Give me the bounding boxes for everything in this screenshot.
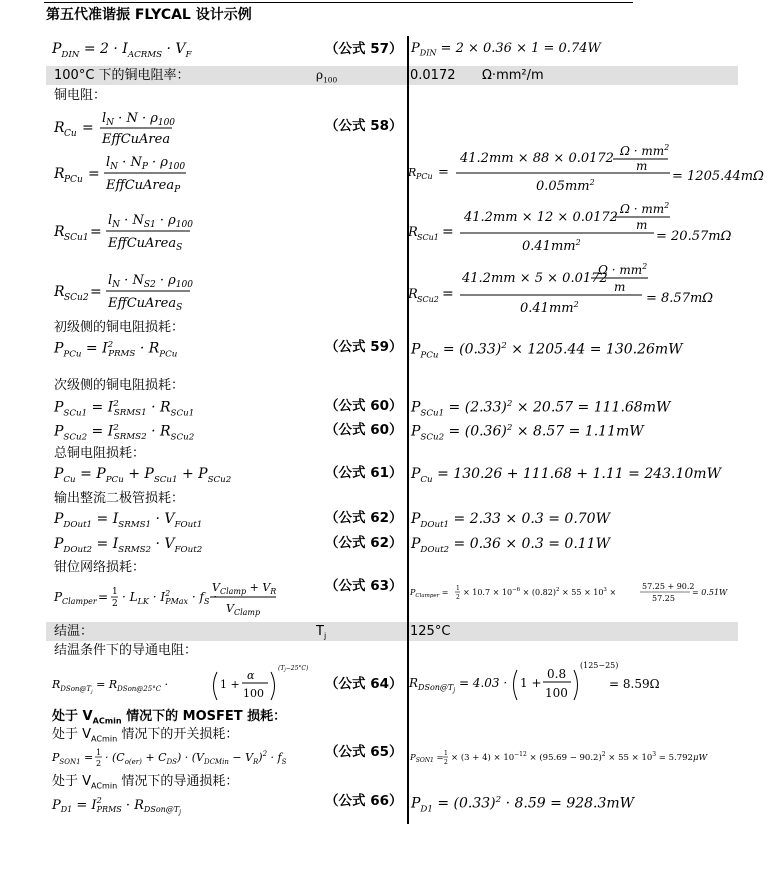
svg-text:=: = [98, 590, 109, 604]
svg-text:m: m [636, 218, 648, 232]
result-rscu1 [408, 200, 738, 259]
svg-text:SCu1: SCu1 [417, 233, 439, 242]
rho-label: 100°C 下的铜电阻率： [54, 68, 190, 83]
total-loss-label: 总铜电阻损耗： [54, 446, 146, 461]
result-pscu2: $P_{SCu2} = (0.36)^2 \times 8.57 = 1.11mW$ [411, 423, 644, 443]
formula-pdout1: $P_{DOut1} = I_{SRMS1} \cdot V_{FOut1}$ [54, 511, 203, 530]
svg-text:R: R [408, 166, 417, 179]
svg-text:PCu: PCu [416, 172, 433, 181]
svg-text:57.25: 57.25 [652, 594, 675, 603]
svg-text:PClamper =: $P_{Clamper}$ = [410, 588, 449, 599]
svg-text:=: = [82, 120, 94, 136]
svg-text:EffCuAreaS: EffCuArea$_S$ [108, 236, 183, 253]
conduction-loss-label: 处于 $V_{ACmin}$ 情况下的导通损耗： [52, 774, 239, 791]
svg-text:VClamp: $V_{Clamp}$ [226, 602, 261, 617]
svg-text:R: R [54, 120, 65, 136]
svg-text:1: 1 [444, 750, 448, 757]
svg-text:=: = [88, 166, 100, 182]
result-pdout1: $P_{DOut1} = 2.33 \times 0.3 = 0.70W$ [411, 511, 610, 530]
svg-text:α: α [247, 669, 255, 682]
svg-text:lN · NS1 · ρ100: $l_N \cdot N_{S1} \cdot \rho_{100}$ [108, 213, 193, 230]
svg-text:Cu: Cu [64, 129, 77, 139]
svg-text:lN · NS2 · ρ100: $l_N \cdot N_{S2} \cdot \rho_{100}$ [108, 273, 193, 290]
svg-text:PD1 = I2PRMS · RDSon@Tj: $P_{D1} = I^2$ PRMS · $R_{DSon@T}j$ [52, 796, 181, 816]
svg-text:100: 100 [545, 686, 568, 700]
result-pcu: $P_{Cu} = 130.26 + 111.68 + 1.11 = 243.10mW$ [411, 466, 721, 485]
svg-text:= 8.57mΩ: = 8.57mΩ [646, 291, 714, 306]
tj-label: 结温： [54, 624, 94, 639]
tag-62a: （公式 62） [325, 510, 403, 526]
tag-57: （公式 57） [325, 41, 403, 57]
svg-text:41.2mm × 12 × 0.0172: 41.2mm × 12 × 0.0172 [464, 210, 618, 225]
svg-text:VClamp + VR: $V_{Clamp} + V_R$ [212, 581, 277, 596]
svg-text:= 1205.44mΩ: = 1205.44mΩ [672, 169, 764, 184]
svg-text:SCu2: SCu2 [64, 293, 89, 303]
page-title: 第五代准谐振 FLYCAL 设计示例 [46, 7, 252, 23]
svg-text:EffCuAreaP: EffCuArea$_P$ [106, 178, 181, 195]
formula-pclamper [54, 574, 304, 625]
result-pscu1: $P_{SCu1} = (2.33)^2 \times 20.57 = 111.68mW$ [411, 399, 671, 419]
svg-text:0.05mm2: $0.05mm^2$ [536, 178, 595, 194]
switching-loss-label: 处于 $V_{ACmin}$ 情况下的开关损耗： [52, 727, 239, 744]
svg-text:SCu1: SCu1 [64, 233, 89, 243]
formula-pscu2: $P_{SCu2} = I^2_{SRMS2} \cdot R_{SCu2}$ [54, 423, 195, 443]
svg-text:100: 100 [243, 687, 264, 700]
svg-text:· (Co(er) + CDS) · (VDCMin − V: · $(C_{o(er)} + C_{DS}) \cdot (V_{DCMin} - V_R)^2 \cdot f_S$ [105, 750, 287, 766]
svg-text:Ω · mm2: $\Omega \cdot mm^2$ [598, 262, 648, 277]
svg-text:0.41mm2: $0.41mm^2$ [520, 300, 579, 316]
tj-value: 125°C [410, 624, 451, 639]
svg-text:2: 2 [444, 759, 448, 766]
svg-text:0.41mm2: $0.41mm^2$ [522, 238, 581, 254]
svg-text:PSON1 =: $P_{SON1}$ = [410, 753, 444, 764]
formula-pscu1: $P_{SCu1} = I^2_{SRMS1} \cdot R_{SCu1}$ [54, 399, 195, 419]
result-rscu2 [408, 258, 738, 321]
svg-text:41.2mm × 88 × 0.0172: 41.2mm × 88 × 0.0172 [460, 151, 614, 166]
formula-pson1 [52, 742, 312, 775]
result-rpcu [408, 142, 764, 201]
svg-text:1: 1 [112, 587, 118, 597]
svg-text:RDSon@Tj = 4.03 ·: $R_{DSon@T}j = 4.03$ · [409, 676, 508, 694]
svg-text:SCu2: SCu2 [417, 295, 439, 304]
svg-text:Clamper: Clamper [62, 597, 97, 606]
svg-text:Ω · mm2: $\Omega \cdot mm^2$ [620, 143, 670, 158]
svg-text:PCu: PCu [64, 175, 83, 185]
svg-text:R: R [54, 166, 65, 182]
result-pdout2: $P_{DOut2} = 0.36 \times 0.3 = 0.11W$ [411, 536, 610, 555]
cu-resistance-label: 铜电阻： [54, 88, 107, 103]
formula-rdson [52, 660, 309, 709]
rho-symbol: $\rho_{100}$ [316, 68, 338, 85]
svg-text:EffCuAreaS: EffCuArea$_S$ [108, 296, 183, 313]
formula-pdout2: $P_{DOut2} = I_{SRMS2} \cdot V_{FOut2}$ [54, 536, 203, 555]
formula-rpcu [54, 152, 224, 199]
svg-text:= 0.51W: = 0.51W [692, 588, 728, 597]
svg-text:lN · NP · ρ100: $l_N \cdot N_P \cdot \rho_{100}$ [106, 155, 186, 172]
tag-62b: （公式 62） [325, 535, 403, 551]
svg-text:· LLK · I2PMax · fS ·: · $L_{LK} \cdot I^2$ PMax · $f_S$ · [122, 589, 218, 606]
svg-text:R: R [54, 284, 65, 300]
tag-60b: （公式 60） [325, 422, 403, 438]
rho-unit: Ω·mm²/m [482, 68, 544, 83]
tag-65: （公式 65） [325, 744, 403, 760]
formula-ppcu: $P_{PCu} = I^2_{PRMS} \cdot R_{PCu}$ [54, 340, 178, 360]
svg-text:1: 1 [96, 748, 102, 757]
svg-text:57.25 + 90.2: 57.25 + 90.2 [642, 582, 695, 591]
secondary-loss-label: 次级侧的铜电阻损耗： [54, 378, 185, 393]
formula-pcu: $P_{Cu} = P_{PCu} + P_{SCu1} + P_{SCu2}$ [54, 466, 232, 485]
svg-text:=: = [442, 224, 454, 240]
svg-text:R: R [408, 225, 418, 240]
rcu-fraction [54, 108, 214, 148]
tj-symbol: $T_j$ [316, 624, 327, 641]
formula-rscu1 [54, 210, 224, 257]
svg-text:× 10.7 × 10−6 × (0.82)2 × 55 ×: × $10.7 \times 10^{-6} \times (0.82)^2 \times 55 \times 10^3$ × [463, 587, 617, 597]
svg-text:m: m [636, 159, 648, 173]
svg-text:RDSon@Tj = RDSon@25°C ·: $R_{DSon@T}j = R_{DSon@25^\circ C}$ · [52, 678, 169, 695]
svg-text:=: = [442, 286, 454, 302]
svg-text:P: P [54, 590, 63, 604]
svg-text:41.2mm × 5 × 0.0172: 41.2mm × 5 × 0.0172 [462, 271, 608, 286]
result-pdin: $P_{DIN} = 2 \times 0.36 \times 1 = 0.74W$ [411, 41, 601, 58]
rdson-label: 结温条件下的导通电阻： [54, 643, 198, 658]
formula-pd1 [52, 789, 252, 822]
result-pclamper [410, 578, 730, 611]
svg-text:(Tj−25°C): (Tj−25°C) [278, 665, 309, 673]
svg-text:EffCuArea: EffCuArea [102, 132, 171, 147]
primary-loss-label: 初级侧的铜电阻损耗： [54, 320, 185, 335]
svg-text:0.8: 0.8 [547, 667, 567, 681]
svg-text:2: 2 [112, 599, 118, 609]
svg-text:2: 2 [96, 759, 102, 768]
tag-60a: （公式 60） [325, 398, 403, 414]
top-rule [44, 2, 633, 3]
svg-text:1 +: 1 + [520, 676, 542, 690]
result-rdson [409, 658, 669, 707]
clamp-loss-label: 钳位网络损耗： [54, 560, 146, 575]
tag-64: （公式 64） [325, 676, 403, 692]
tag-58: （公式 58） [325, 118, 403, 134]
tag-61: （公式 61） [325, 465, 403, 481]
svg-text:R: R [54, 224, 65, 240]
svg-text:=: = [90, 224, 102, 240]
tag-59: （公式 59） [325, 339, 403, 355]
diode-loss-label: 输出整流二极管损耗： [54, 491, 185, 506]
formula-pdin: $P_{DIN} = 2 \cdot I_{ACRMS} \cdot V_F$ [52, 41, 192, 60]
result-pd1: $P_{D1} = (0.33)^2 \cdot 8.59 = 928.3mW$ [411, 795, 635, 815]
svg-text:= 20.57mΩ: = 20.57mΩ [656, 229, 732, 244]
svg-text:m: m [614, 280, 626, 294]
mosfet-loss-heading: 处于 $V_{ACmin}$ 情况下的 MOSFET 损耗： [52, 709, 287, 726]
svg-text:PSON1 =: $P_{SON1}$ = [52, 751, 94, 766]
svg-text:1: 1 [456, 585, 460, 592]
svg-text:=: = [438, 165, 449, 180]
svg-text:lN · N · ρ100: $l_N \cdot N \cdot \rho_{100}$ [102, 111, 176, 128]
svg-text:1 +: 1 + [220, 678, 240, 691]
svg-text:= 8.59Ω: = 8.59Ω [609, 677, 660, 691]
result-pson1 [410, 745, 710, 772]
tag-66: （公式 66） [325, 793, 403, 809]
rho-value: 0.0172 [410, 68, 456, 83]
result-ppcu: $P_{PCu} = (0.33)^2 \times 1205.44 = 130.26mW$ [411, 341, 683, 361]
svg-text:× (3 + 4) × 10−12 × (95.69 − 9: × $(3 + 4) \times 10^{-12} \times (95.69 - 90.2)^2 \times 55 \times 10^3 = 5.792\mu W$ [451, 751, 708, 763]
svg-text:Ω · mm2: $\Omega \cdot mm^2$ [620, 201, 670, 216]
tag-63: （公式 63） [325, 578, 403, 594]
svg-text:(125−25): (125−25) [580, 661, 619, 670]
svg-text:R: R [408, 287, 418, 302]
svg-text:2: 2 [456, 594, 460, 601]
formula-rcu [54, 108, 214, 151]
svg-text:=: = [90, 284, 102, 300]
formula-rscu2 [54, 270, 224, 317]
